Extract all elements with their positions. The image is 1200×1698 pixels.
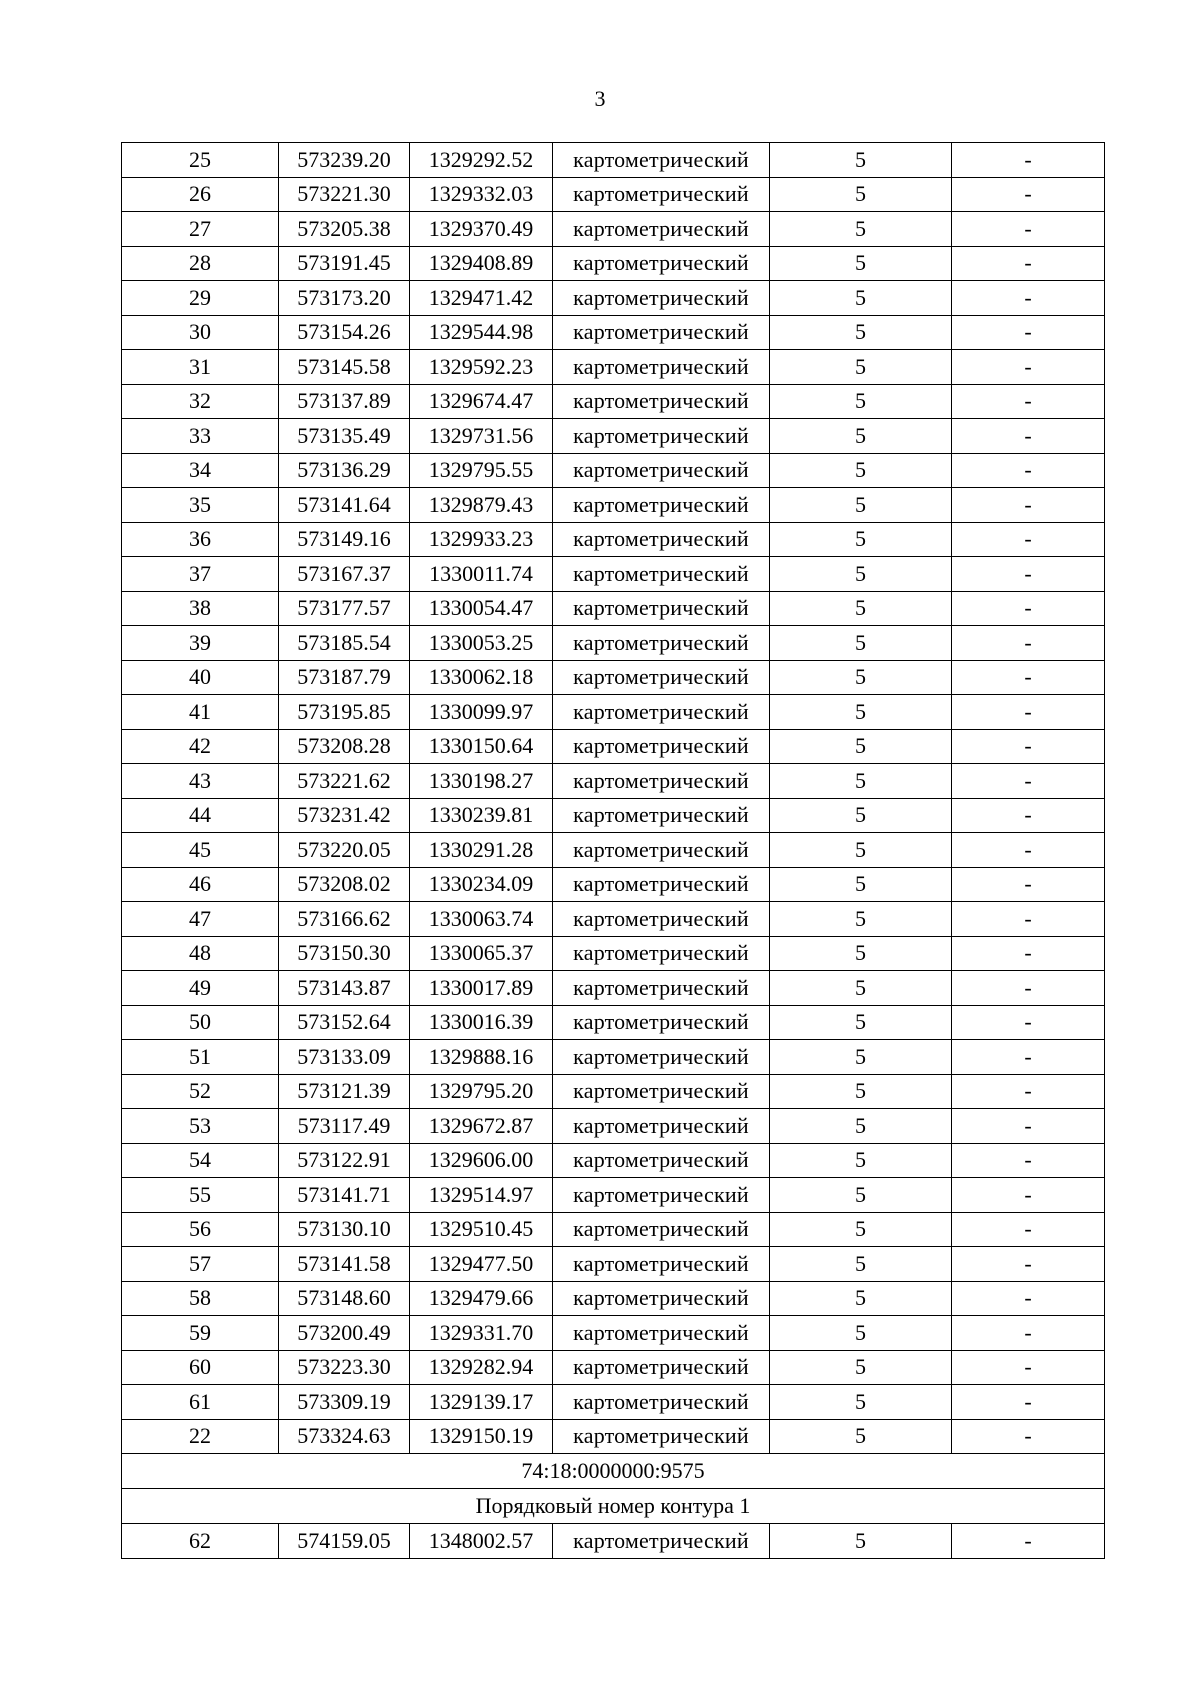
coordinate-y-cell: 1330053.25: [410, 626, 553, 661]
note-cell: -: [952, 971, 1105, 1006]
coordinate-x-cell: 573205.38: [279, 212, 410, 247]
note-cell: -: [952, 522, 1105, 557]
point-number-cell: 31: [122, 350, 279, 385]
point-number-cell: 47: [122, 902, 279, 937]
coordinate-y-cell: 1330239.81: [410, 798, 553, 833]
coordinate-x-cell: 573117.49: [279, 1109, 410, 1144]
accuracy-cell: 5: [770, 591, 952, 626]
table-row: [122, 936, 1105, 971]
coordinate-y-cell: 1329795.20: [410, 1074, 553, 1109]
accuracy-cell: 5: [770, 660, 952, 695]
contour-label-row: [122, 1489, 1105, 1524]
point-number-cell: 33: [122, 419, 279, 454]
accuracy-cell: 5: [770, 1419, 952, 1454]
table-row: [122, 695, 1105, 730]
method-cell: картометрический: [553, 1247, 770, 1282]
coordinate-x-cell: 573324.63: [279, 1419, 410, 1454]
table-row: [122, 246, 1105, 281]
accuracy-cell: 5: [770, 1143, 952, 1178]
note-cell: -: [952, 660, 1105, 695]
point-number-cell: 56: [122, 1212, 279, 1247]
point-number-cell: 46: [122, 867, 279, 902]
method-cell: картометрический: [553, 522, 770, 557]
method-cell: картометрический: [553, 936, 770, 971]
method-cell: картометрический: [553, 1281, 770, 1316]
table-row: [122, 315, 1105, 350]
table-row: [122, 212, 1105, 247]
coordinate-y-cell: 1329332.03: [410, 177, 553, 212]
point-number-cell: 48: [122, 936, 279, 971]
coordinate-y-cell: 1329150.19: [410, 1419, 553, 1454]
coordinate-y-cell: 1329331.70: [410, 1316, 553, 1351]
method-cell: картометрический: [553, 1074, 770, 1109]
point-number-cell: 39: [122, 626, 279, 661]
note-cell: -: [952, 419, 1105, 454]
table-row: [122, 1074, 1105, 1109]
accuracy-cell: 5: [770, 453, 952, 488]
accuracy-cell: 5: [770, 1005, 952, 1040]
note-cell: -: [952, 1040, 1105, 1075]
table-row: [122, 1524, 1105, 1559]
coordinate-x-cell: 573149.16: [279, 522, 410, 557]
point-number-cell: 51: [122, 1040, 279, 1075]
note-cell: -: [952, 384, 1105, 419]
coordinate-y-cell: 1329606.00: [410, 1143, 553, 1178]
accuracy-cell: 5: [770, 902, 952, 937]
coordinate-x-cell: 573187.79: [279, 660, 410, 695]
point-number-cell: 36: [122, 522, 279, 557]
point-number-cell: 30: [122, 315, 279, 350]
accuracy-cell: 5: [770, 1212, 952, 1247]
method-cell: картометрический: [553, 626, 770, 661]
method-cell: картометрический: [553, 212, 770, 247]
table-row: [122, 833, 1105, 868]
accuracy-cell: 5: [770, 177, 952, 212]
coordinate-y-cell: 1330291.28: [410, 833, 553, 868]
method-cell: картометрический: [553, 453, 770, 488]
note-cell: -: [952, 1247, 1105, 1282]
point-number-cell: 29: [122, 281, 279, 316]
coordinate-x-cell: 573135.49: [279, 419, 410, 454]
method-cell: картометрический: [553, 1524, 770, 1559]
coordinate-x-cell: 573223.30: [279, 1350, 410, 1385]
note-cell: -: [952, 833, 1105, 868]
point-number-cell: 25: [122, 143, 279, 178]
note-cell: -: [952, 1212, 1105, 1247]
accuracy-cell: 5: [770, 1074, 952, 1109]
method-cell: картометрический: [553, 419, 770, 454]
coordinate-y-cell: 1330099.97: [410, 695, 553, 730]
table-row: [122, 488, 1105, 523]
coordinate-x-cell: 573195.85: [279, 695, 410, 730]
accuracy-cell: 5: [770, 867, 952, 902]
table-row: [122, 1247, 1105, 1282]
note-cell: -: [952, 350, 1105, 385]
coordinate-y-cell: 1330054.47: [410, 591, 553, 626]
point-number-cell: 54: [122, 1143, 279, 1178]
accuracy-cell: 5: [770, 936, 952, 971]
note-cell: -: [952, 281, 1105, 316]
method-cell: картометрический: [553, 350, 770, 385]
method-cell: картометрический: [553, 557, 770, 592]
method-cell: картометрический: [553, 1040, 770, 1075]
coordinate-x-cell: 573200.49: [279, 1316, 410, 1351]
note-cell: -: [952, 315, 1105, 350]
method-cell: картометрический: [553, 867, 770, 902]
accuracy-cell: 5: [770, 971, 952, 1006]
method-cell: картометрический: [553, 1005, 770, 1040]
coordinate-y-cell: 1329888.16: [410, 1040, 553, 1075]
table-row: [122, 1419, 1105, 1454]
method-cell: картометрический: [553, 764, 770, 799]
coordinate-y-cell: 1330150.64: [410, 729, 553, 764]
coordinate-y-cell: 1329292.52: [410, 143, 553, 178]
note-cell: -: [952, 936, 1105, 971]
accuracy-cell: 5: [770, 626, 952, 661]
accuracy-cell: 5: [770, 695, 952, 730]
table-row: [122, 281, 1105, 316]
point-number-cell: 41: [122, 695, 279, 730]
point-number-cell: 53: [122, 1109, 279, 1144]
table-row: [122, 143, 1105, 178]
accuracy-cell: 5: [770, 1247, 952, 1282]
accuracy-cell: 5: [770, 798, 952, 833]
table-row: [122, 764, 1105, 799]
coordinate-x-cell: 573141.64: [279, 488, 410, 523]
note-cell: -: [952, 1385, 1105, 1420]
point-number-cell: 37: [122, 557, 279, 592]
method-cell: картометрический: [553, 729, 770, 764]
coordinate-x-cell: 573145.58: [279, 350, 410, 385]
coordinate-y-cell: 1330017.89: [410, 971, 553, 1006]
point-number-cell: 32: [122, 384, 279, 419]
accuracy-cell: 5: [770, 1316, 952, 1351]
coordinate-x-cell: 574159.05: [279, 1524, 410, 1559]
method-cell: картометрический: [553, 971, 770, 1006]
table-row: [122, 177, 1105, 212]
coordinate-y-cell: 1329879.43: [410, 488, 553, 523]
coordinate-x-cell: 573208.28: [279, 729, 410, 764]
note-cell: -: [952, 1281, 1105, 1316]
method-cell: картометрический: [553, 798, 770, 833]
method-cell: картометрический: [553, 1419, 770, 1454]
point-number-cell: 52: [122, 1074, 279, 1109]
accuracy-cell: 5: [770, 1178, 952, 1213]
accuracy-cell: 5: [770, 729, 952, 764]
method-cell: картометрический: [553, 281, 770, 316]
contour-label: Порядковый номер контура 1: [122, 1489, 1105, 1524]
coordinate-y-cell: 1329282.94: [410, 1350, 553, 1385]
table-row: [122, 1212, 1105, 1247]
note-cell: -: [952, 1074, 1105, 1109]
method-cell: картометрический: [553, 695, 770, 730]
coordinate-x-cell: 573121.39: [279, 1074, 410, 1109]
table-row: [122, 1350, 1105, 1385]
point-number-cell: 58: [122, 1281, 279, 1316]
point-number-cell: 27: [122, 212, 279, 247]
coordinate-y-cell: 1329674.47: [410, 384, 553, 419]
table-row: [122, 522, 1105, 557]
accuracy-cell: 5: [770, 557, 952, 592]
accuracy-cell: 5: [770, 419, 952, 454]
table-row: [122, 1005, 1105, 1040]
table-row: [122, 798, 1105, 833]
note-cell: -: [952, 453, 1105, 488]
coordinate-x-cell: 573208.02: [279, 867, 410, 902]
note-cell: -: [952, 695, 1105, 730]
coordinate-x-cell: 573177.57: [279, 591, 410, 626]
accuracy-cell: 5: [770, 315, 952, 350]
table-row: [122, 902, 1105, 937]
method-cell: картометрический: [553, 660, 770, 695]
coordinate-y-cell: 1330198.27: [410, 764, 553, 799]
coordinate-x-cell: 573309.19: [279, 1385, 410, 1420]
coordinate-y-cell: 1330234.09: [410, 867, 553, 902]
point-number-cell: 43: [122, 764, 279, 799]
note-cell: -: [952, 143, 1105, 178]
accuracy-cell: 5: [770, 522, 952, 557]
coordinate-x-cell: 573141.71: [279, 1178, 410, 1213]
accuracy-cell: 5: [770, 1524, 952, 1559]
method-cell: картометрический: [553, 1316, 770, 1351]
method-cell: картометрический: [553, 143, 770, 178]
coordinate-y-cell: 1329514.97: [410, 1178, 553, 1213]
accuracy-cell: 5: [770, 143, 952, 178]
accuracy-cell: 5: [770, 1109, 952, 1144]
accuracy-cell: 5: [770, 1350, 952, 1385]
coordinate-x-cell: 573137.89: [279, 384, 410, 419]
point-number-cell: 57: [122, 1247, 279, 1282]
coordinate-y-cell: 1329795.55: [410, 453, 553, 488]
point-number-cell: 49: [122, 971, 279, 1006]
method-cell: картометрический: [553, 591, 770, 626]
note-cell: -: [952, 1524, 1105, 1559]
note-cell: -: [952, 1005, 1105, 1040]
coordinate-x-cell: 573239.20: [279, 143, 410, 178]
note-cell: -: [952, 177, 1105, 212]
note-cell: -: [952, 798, 1105, 833]
point-number-cell: 38: [122, 591, 279, 626]
point-number-cell: 42: [122, 729, 279, 764]
table-row: [122, 557, 1105, 592]
coordinate-y-cell: 1330063.74: [410, 902, 553, 937]
accuracy-cell: 5: [770, 764, 952, 799]
table-row: [122, 1385, 1105, 1420]
page-number: 3: [594, 86, 606, 111]
note-cell: -: [952, 557, 1105, 592]
coordinate-x-cell: 573166.62: [279, 902, 410, 937]
coordinate-x-cell: 573231.42: [279, 798, 410, 833]
coordinate-y-cell: 1348002.57: [410, 1524, 553, 1559]
table-row: [122, 971, 1105, 1006]
coordinate-y-cell: 1330016.39: [410, 1005, 553, 1040]
coordinate-y-cell: 1330011.74: [410, 557, 553, 592]
coordinate-y-cell: 1329370.49: [410, 212, 553, 247]
coordinates-table-body: [122, 143, 1105, 1559]
note-cell: -: [952, 488, 1105, 523]
coordinate-y-cell: 1329544.98: [410, 315, 553, 350]
coordinate-x-cell: 573152.64: [279, 1005, 410, 1040]
point-number-cell: 35: [122, 488, 279, 523]
note-cell: -: [952, 591, 1105, 626]
method-cell: картометрический: [553, 315, 770, 350]
table-row: [122, 453, 1105, 488]
coordinate-x-cell: 573185.54: [279, 626, 410, 661]
method-cell: картометрический: [553, 1178, 770, 1213]
table-row: [122, 867, 1105, 902]
table-row: [122, 1281, 1105, 1316]
note-cell: -: [952, 902, 1105, 937]
coordinate-y-cell: 1329477.50: [410, 1247, 553, 1282]
coordinate-y-cell: 1330065.37: [410, 936, 553, 971]
coordinate-y-cell: 1329139.17: [410, 1385, 553, 1420]
method-cell: картометрический: [553, 246, 770, 281]
coordinate-y-cell: 1329672.87: [410, 1109, 553, 1144]
coordinate-x-cell: 573148.60: [279, 1281, 410, 1316]
coordinate-y-cell: 1329933.23: [410, 522, 553, 557]
point-number-cell: 59: [122, 1316, 279, 1351]
table-row: [122, 384, 1105, 419]
table-row: [122, 729, 1105, 764]
accuracy-cell: 5: [770, 246, 952, 281]
accuracy-cell: 5: [770, 384, 952, 419]
table-row: [122, 1143, 1105, 1178]
table-row: [122, 660, 1105, 695]
point-number-cell: 45: [122, 833, 279, 868]
point-number-cell: 60: [122, 1350, 279, 1385]
point-number-cell: 26: [122, 177, 279, 212]
point-number-cell: 22: [122, 1419, 279, 1454]
point-number-cell: 61: [122, 1385, 279, 1420]
coordinate-y-cell: 1330062.18: [410, 660, 553, 695]
note-cell: -: [952, 1178, 1105, 1213]
table-row: [122, 1040, 1105, 1075]
coordinate-y-cell: 1329408.89: [410, 246, 553, 281]
point-number-cell: 28: [122, 246, 279, 281]
table-row: [122, 1316, 1105, 1351]
coordinates-table: [121, 142, 1105, 1559]
table-row: [122, 1178, 1105, 1213]
accuracy-cell: 5: [770, 281, 952, 316]
point-number-cell: 62: [122, 1524, 279, 1559]
accuracy-cell: 5: [770, 833, 952, 868]
method-cell: картометрический: [553, 902, 770, 937]
coordinate-x-cell: 573122.91: [279, 1143, 410, 1178]
coordinate-y-cell: 1329510.45: [410, 1212, 553, 1247]
method-cell: картометрический: [553, 384, 770, 419]
coordinate-x-cell: 573133.09: [279, 1040, 410, 1075]
accuracy-cell: 5: [770, 1385, 952, 1420]
method-cell: картометрический: [553, 833, 770, 868]
coordinate-y-cell: 1329479.66: [410, 1281, 553, 1316]
coordinate-x-cell: 573191.45: [279, 246, 410, 281]
method-cell: картометрический: [553, 1143, 770, 1178]
table-row: [122, 591, 1105, 626]
coordinate-x-cell: 573173.20: [279, 281, 410, 316]
note-cell: -: [952, 246, 1105, 281]
method-cell: картометрический: [553, 1109, 770, 1144]
table-row: [122, 350, 1105, 385]
point-number-cell: 55: [122, 1178, 279, 1213]
cadastral-number-row: [122, 1454, 1105, 1489]
coordinate-x-cell: 573130.10: [279, 1212, 410, 1247]
note-cell: -: [952, 729, 1105, 764]
coordinate-x-cell: 573167.37: [279, 557, 410, 592]
point-number-cell: 40: [122, 660, 279, 695]
note-cell: -: [952, 1419, 1105, 1454]
coordinate-x-cell: 573221.30: [279, 177, 410, 212]
note-cell: -: [952, 212, 1105, 247]
coordinate-x-cell: 573141.58: [279, 1247, 410, 1282]
note-cell: -: [952, 764, 1105, 799]
note-cell: -: [952, 626, 1105, 661]
point-number-cell: 50: [122, 1005, 279, 1040]
point-number-cell: 34: [122, 453, 279, 488]
table-row: [122, 419, 1105, 454]
coordinate-x-cell: 573220.05: [279, 833, 410, 868]
table-row: [122, 1109, 1105, 1144]
note-cell: -: [952, 1109, 1105, 1144]
note-cell: -: [952, 1143, 1105, 1178]
coordinate-x-cell: 573221.62: [279, 764, 410, 799]
coordinate-x-cell: 573154.26: [279, 315, 410, 350]
table-row: [122, 626, 1105, 661]
method-cell: картометрический: [553, 1385, 770, 1420]
accuracy-cell: 5: [770, 1040, 952, 1075]
coordinate-x-cell: 573150.30: [279, 936, 410, 971]
accuracy-cell: 5: [770, 350, 952, 385]
method-cell: картометрический: [553, 488, 770, 523]
coordinate-y-cell: 1329731.56: [410, 419, 553, 454]
cadastral-number: 74:18:0000000:9575: [122, 1454, 1105, 1489]
accuracy-cell: 5: [770, 212, 952, 247]
note-cell: -: [952, 867, 1105, 902]
coordinate-y-cell: 1329592.23: [410, 350, 553, 385]
accuracy-cell: 5: [770, 1281, 952, 1316]
method-cell: картометрический: [553, 177, 770, 212]
coordinate-x-cell: 573143.87: [279, 971, 410, 1006]
coordinate-y-cell: 1329471.42: [410, 281, 553, 316]
point-number-cell: 44: [122, 798, 279, 833]
method-cell: картометрический: [553, 1350, 770, 1385]
note-cell: -: [952, 1350, 1105, 1385]
method-cell: картометрический: [553, 1212, 770, 1247]
accuracy-cell: 5: [770, 488, 952, 523]
note-cell: -: [952, 1316, 1105, 1351]
coordinate-x-cell: 573136.29: [279, 453, 410, 488]
